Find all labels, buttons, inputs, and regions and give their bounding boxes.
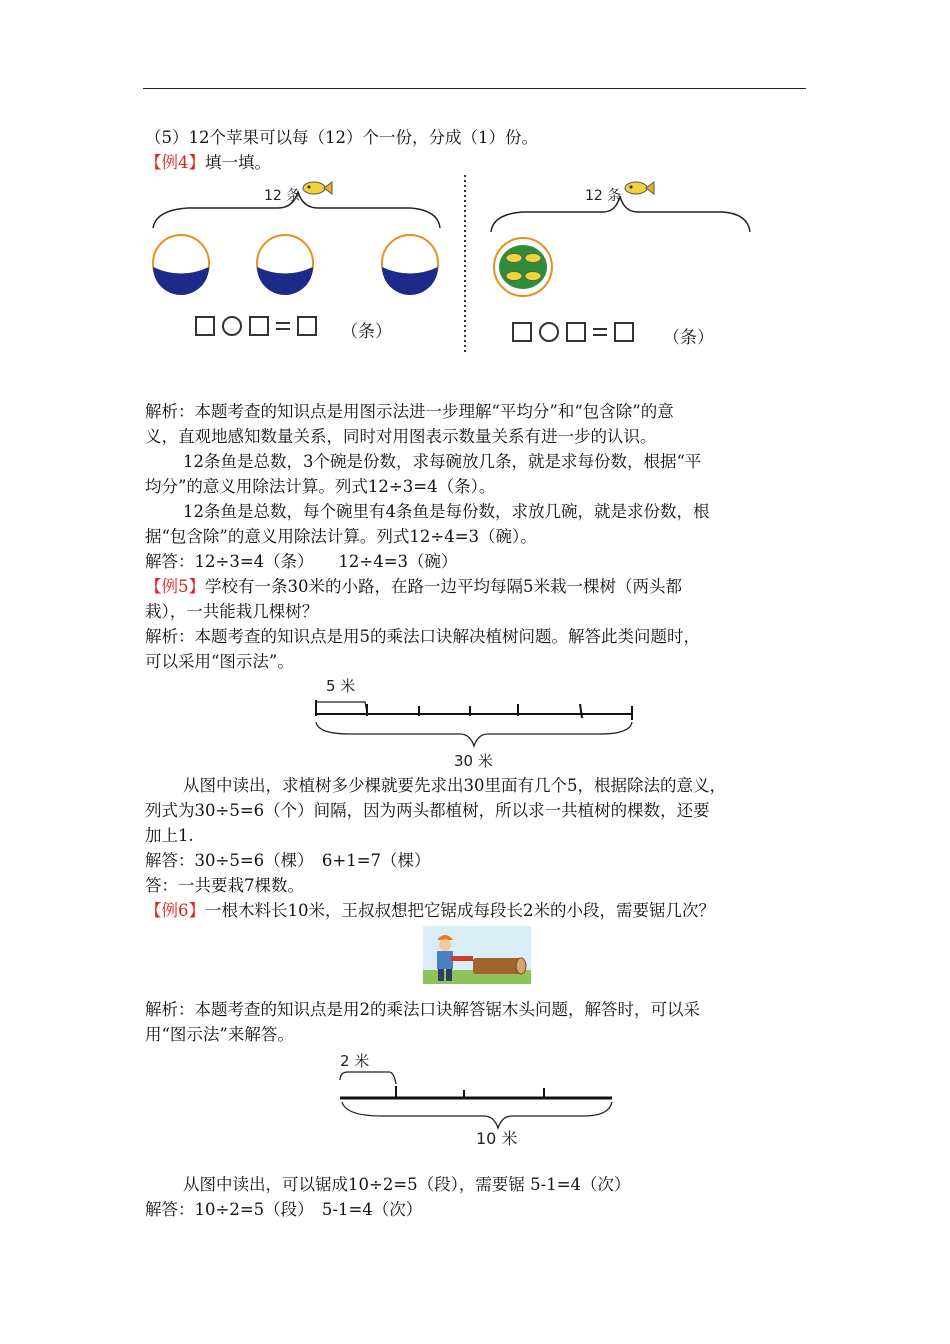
sawing-illustration — [423, 926, 531, 984]
text-line: 栽），一共能栽几棵树？ — [145, 602, 319, 621]
text-line: 据“包含除”的意义用除法计算。列式12÷4=3（碗）。 — [145, 527, 537, 546]
fish-icon — [303, 182, 332, 194]
total-brace — [342, 1102, 612, 1128]
equation-blanks-left — [196, 317, 316, 335]
answer-line: 答：一共要栽7棵数。 — [145, 876, 304, 895]
equation-blanks-right — [513, 323, 633, 341]
unit-label-left: （条） — [341, 322, 392, 342]
text-line: 加上1. — [145, 826, 194, 845]
cut-marks — [396, 1086, 544, 1098]
tree-marks — [316, 700, 632, 720]
example-tag: 【例5】 — [145, 577, 205, 596]
text-line: 列式为30÷5=6（个）间隔，因为两头都植树，所以求一共植树的棵数，还要 — [145, 801, 710, 820]
text-line: 解析：本题考查的知识点是用5的乘法口诀解决植树问题。解答此类问题时， — [145, 627, 700, 646]
left-brace — [153, 192, 440, 228]
total-brace — [316, 722, 632, 746]
total-label: 10 米 — [476, 1129, 518, 1148]
text-line: 解析：本题考查的知识点是用2的乘法口诀解答锯木头问题，解答时，可以采 — [145, 1000, 700, 1019]
example-tag: 【例4】 — [145, 153, 205, 172]
wood-diagram — [334, 1046, 630, 1156]
example-text: 一根木料长10米，王叔叔想把它锯成每段长2米的小段，需要锯几次？ — [205, 901, 715, 920]
total-label: 30 米 — [454, 752, 493, 770]
example-5-heading — [145, 574, 815, 599]
text-line: 从图中读出，求植树多少棵就要先求出30里面有几个5，根据除法的意义， — [183, 776, 726, 795]
answer-line: 解答：10÷2=5（段） 5-1=4（次） — [145, 1200, 423, 1219]
text-line: 用“图示法”来解答。 — [145, 1025, 294, 1044]
answer-line: 解答：30÷5=6（棵） 6+1=7（棵） — [145, 851, 431, 870]
example-6-heading — [145, 898, 815, 923]
text-line: （5）12个苹果可以每（12）个一份，分成（1）份。 — [145, 128, 538, 147]
example-text: 学校有一条30米的小路，在路一边平均每隔5米栽一棵树（两头都 — [205, 577, 682, 596]
left-total-label: 12 条 — [264, 188, 301, 204]
bowl-icon — [153, 235, 209, 295]
fish-bowl-diagram — [148, 170, 760, 360]
text-line: 解析：本题考查的知识点是用图示法进一步理解“平均分”和“包含除”的意 — [145, 402, 674, 421]
segment-label: 5 米 — [326, 677, 356, 695]
unit-label-right: （条） — [663, 328, 714, 348]
text-line: 12条鱼是总数，每个碗里有4条鱼是每份数，求放几碗，就是求份数，根 — [183, 502, 710, 521]
text-line: 12条鱼是总数，3个碗是份数，求每碗放几条，就是求每份数，根据“平 — [183, 452, 702, 471]
text-line: 义，直观地感知数量关系，同时对用图表示数量关系有进一步的认识。 — [145, 427, 657, 446]
segment-brace — [316, 702, 367, 712]
bowl-icon — [257, 235, 313, 295]
fish-icon — [625, 182, 654, 194]
log-icon — [473, 958, 526, 974]
right-total-label: 12 条 — [585, 188, 622, 204]
example-tag: 【例6】 — [145, 901, 205, 920]
segment-brace — [340, 1072, 396, 1084]
segment-label: 2 米 — [340, 1052, 370, 1070]
example-text: 填一填。 — [205, 153, 271, 172]
answer-line: 解答：12÷3=4（条） 12÷4=3（碗） — [145, 552, 458, 571]
chainsaw-icon — [451, 956, 473, 961]
bowl-with-fish-icon — [494, 238, 552, 296]
bowl-icon — [382, 235, 438, 295]
text-line: 从图中读出，可以锯成10÷2=5（段），需要锯 5-1=4（次） — [183, 1175, 631, 1194]
header-rule — [143, 88, 806, 89]
text-line: 可以采用“图示法”。 — [145, 652, 294, 671]
road-diagram — [310, 672, 640, 772]
text-line: 均分”的意义用除法计算。列式12÷3=4（条）。 — [145, 477, 496, 496]
